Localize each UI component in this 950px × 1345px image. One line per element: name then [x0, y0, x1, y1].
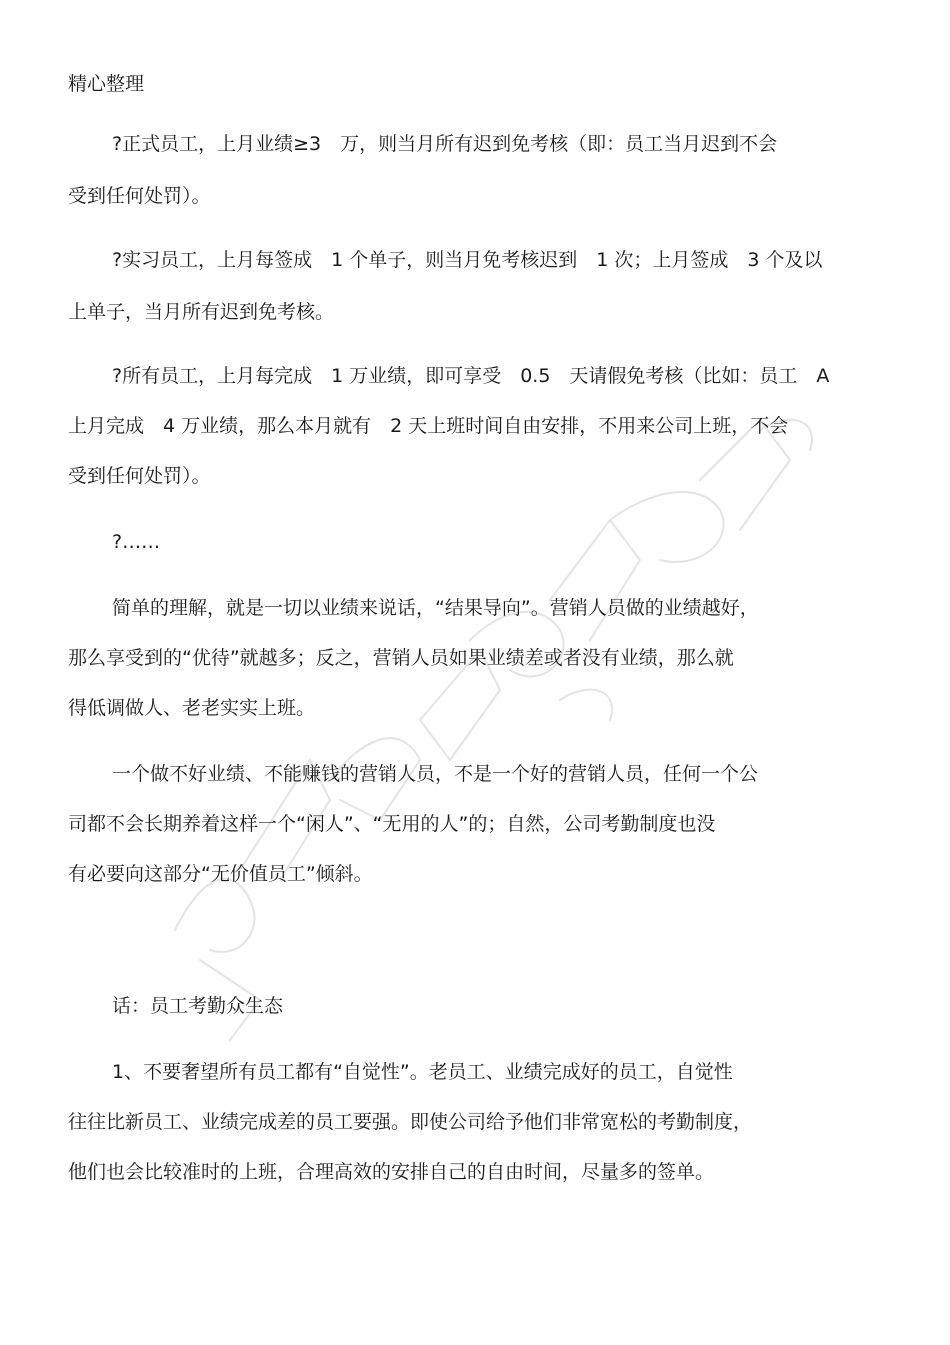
- text-line: 往往比新员工、业绩完成差的员工要强。即使公司给予他们非常宽松的考勤制度，: [68, 1111, 753, 1133]
- text-line: 他们也会比较准时的上班，合理高效的安排自己的自由时间，尽量多的签单。: [68, 1161, 715, 1183]
- text-line: ?……: [112, 531, 161, 553]
- text-line: 受到任何处罚）。: [68, 185, 211, 207]
- text-line: 司都不会长期养着这样一个“闲人”、“无用的人”的；自然，公司考勤制度也没: [68, 813, 716, 835]
- text-line: 简单的理解，就是一切以业绩来说话，“结果导向”。营销人员做的业绩越好，: [112, 597, 759, 619]
- section-heading: 话：员工考勤众生态: [112, 995, 284, 1017]
- text-line: ?实习员工，上月每签成 1 个单子，则当月免考核迟到 1 次；上月签成 3 个及以: [112, 249, 823, 271]
- document-header: 精心整理: [68, 73, 145, 95]
- text-line: 1、不要奢望所有员工都有“自觉性”。老员工、业绩完成好的员工，自觉性: [112, 1061, 733, 1083]
- text-line: 一个做不好业绩、不能赚钱的营销人员，不是一个好的营销人员，任何一个公: [112, 763, 759, 785]
- text-line: 那么享受到的“优待”就越多；反之，营销人员如果业绩差或者没有业绩，那么就: [68, 647, 734, 669]
- text-line: 得低调做人、老老实实上班。: [68, 697, 316, 719]
- text-line: 受到任何处罚）。: [68, 465, 211, 487]
- text-line: 上月完成 4 万业绩，那么本月就有 2 天上班时间自由安排，不用来公司上班，不会: [68, 415, 789, 437]
- text-line: 有必要向这部分“无价值员工”倾斜。: [68, 863, 373, 885]
- text-line: 上单子，当月所有迟到免考核。: [68, 301, 335, 323]
- text-line: ?正式员工，上月业绩≥3 万，则当月所有迟到免考核（即：员工当月迟到不会: [112, 133, 778, 155]
- text-line: ?所有员工，上月每完成 1 万业绩，即可享受 0.5 天请假免考核（比如：员工 A: [112, 365, 830, 387]
